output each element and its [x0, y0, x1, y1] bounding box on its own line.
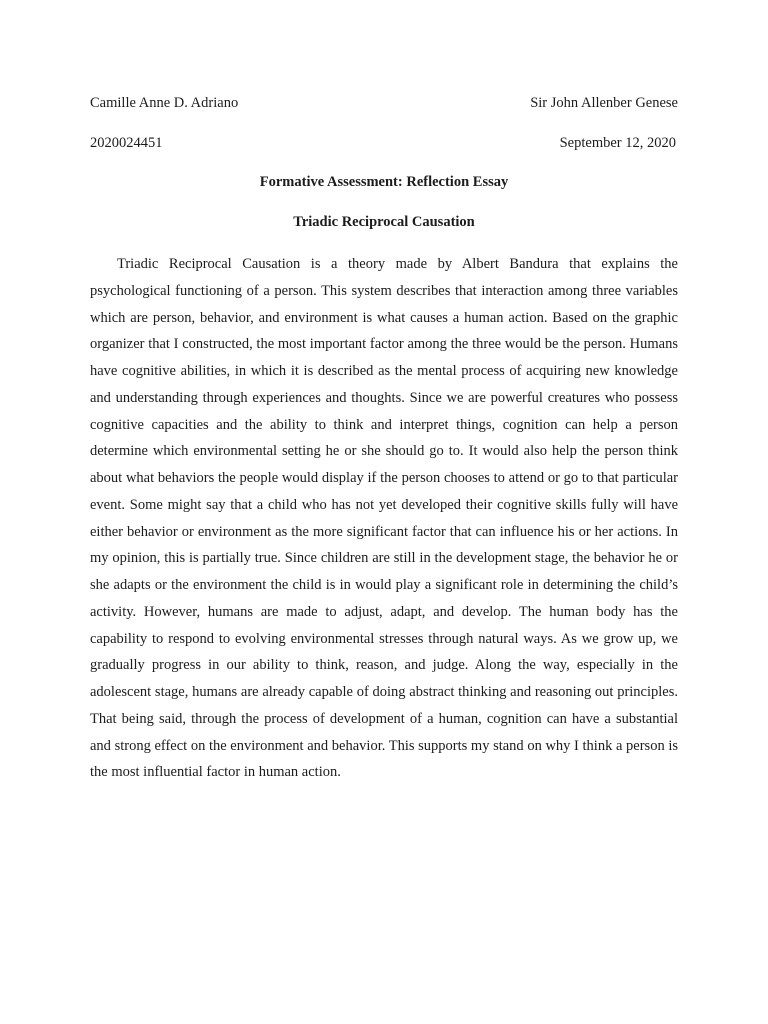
essay-body-paragraph: Triadic Reciprocal Causation is a theory made by Albert Bandura that explains the psychological functioning of a person. This system describes that interaction among three variables which are person, behavior, and environment is what causes a human action. Based on the graphic organizer that I constructed, the most important factor among the three would be the person. Humans have cognitive abilities, in which it is described as the mental process of acquiring new knowledge and understanding through experiences and thoughts. Since we are powerful creatures who possess cognitive capacities and the ability to think and interpret things, cognition can help a person determine which environmental setting he or she should go to. It would also help the person think about what behaviors the people would display if the person chooses to attend or go to that particular event. Some might say that a child who has not yet developed their cognitive skills fully will have either behavior or environment as the more significant factor that can influence his or her actions. In my opinion, this is partially true. Since children are still in the development stage, the behavior he or she adapts or the environment the child is in would play a significant role in determining the child’s activity. However, humans are made to adjust, adapt, and develop. The human body has the capability to respond to evolving environmental stresses through natural ways. As we grow up, we gradually progress in our ability to think, reason, and judge. Along the way, especially in the adolescent stage, humans are already capable of doing abstract thinking and reasoning out principles. That being said, through the process of development of a human, cognition can have a substantial and strong effect on the environment and behavior. This supports my stand on why I think a person is the most influential factor in human action.: [90, 256, 678, 781]
instructor-name: Sir John Allenber Genese: [530, 95, 678, 111]
essay-title: Triadic Reciprocal Causation: [293, 214, 475, 230]
student-id: 2020024451: [90, 135, 163, 151]
header-row-names: [90, 94, 678, 112]
submission-date: September 12, 2020: [559, 135, 676, 151]
assessment-title: Formative Assessment: Reflection Essay: [259, 174, 509, 190]
header-row-id-date: [90, 134, 678, 152]
student-name: Camille Anne D. Adriano: [90, 95, 239, 111]
